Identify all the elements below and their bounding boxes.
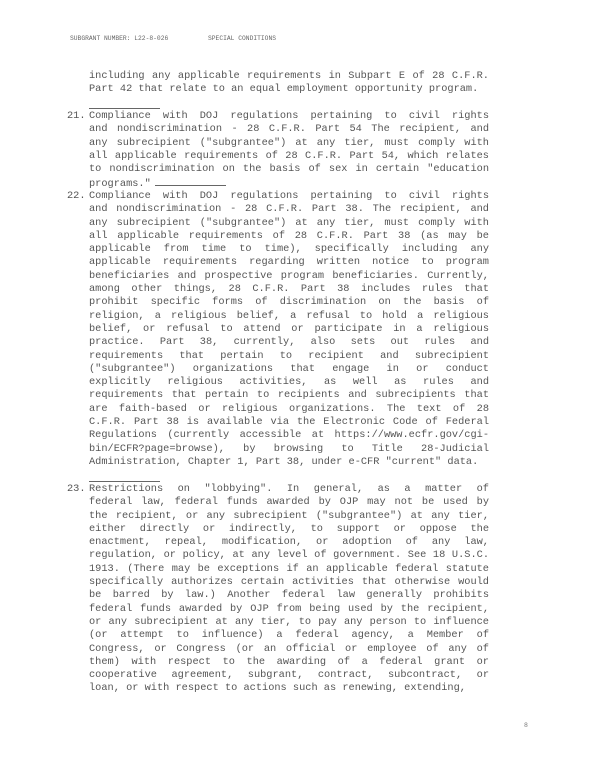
line-text: beneficiaries and prospective program beneficiaries. Currently, — [89, 269, 489, 282]
condition-22 — [67, 190, 489, 469]
line-text: specifically authorizes certain activities that otherwise would — [89, 576, 489, 589]
line-text: all applicable requirements of 28 C.F.R. Part 54, which relates — [89, 149, 489, 162]
line-text: enactment, repeal, modification, or adoption of any law, — [89, 536, 489, 549]
text-line — [89, 576, 489, 589]
line-text: federal law, federal funds awarded by OJP may not be used by — [89, 496, 489, 509]
text-line — [89, 643, 489, 656]
text-line — [89, 483, 489, 496]
signature-line — [89, 481, 160, 482]
line-text: all applicable requirements of 28 C.F.R. Part 38 (as may be — [89, 229, 489, 242]
condition-23 — [67, 483, 489, 696]
line-text: Administration, Chapter 1, Part 38, under e-CFR "current" data. — [89, 455, 479, 468]
line-text: Compliance with DOJ regulations pertaining to civil rights — [89, 110, 489, 122]
line-text: Restrictions on "lobbying". In general, as a matter of — [89, 483, 489, 495]
text-line — [89, 523, 489, 536]
text-line — [89, 510, 489, 523]
text-line — [89, 616, 489, 629]
text-line — [89, 429, 489, 442]
line-text: bin/ECFR?page=browse), by browsing to Title 28-Judicial — [89, 442, 489, 455]
signature-line — [155, 176, 226, 186]
line-text: including any applicable requirements in Subpart E of 28 C.F.R. — [89, 70, 489, 82]
condition-21 — [67, 110, 489, 191]
line-text: among other things, 28 C.F.R. Part 38 includes rules that — [89, 283, 489, 296]
line-text: applicable from time to time), specifically including any — [89, 243, 489, 256]
subgrant-number: SUBGRANT NUMBER: L22-8-026 — [70, 35, 169, 42]
line-text: and nondiscrimination - 28 C.F.R. Part 38. The recipient, and — [89, 203, 489, 216]
line-text: are faith-based or religious organizations. The text of 28 — [89, 402, 489, 415]
line-text: requirements that pertain to recipients and subrecipients that — [89, 389, 489, 402]
line-text: (or attempt to influence) a federal agency, a Member of — [89, 629, 489, 642]
text-line — [89, 217, 489, 230]
line-text: 1913. (There may be exceptions if an applicable federal statute — [89, 562, 489, 575]
line-text: any subrecipient ("subgrantee") at any tier, must comply with — [89, 216, 489, 229]
text-line — [89, 203, 489, 216]
text-line — [89, 656, 489, 669]
line-text: Part 42 that relate to an equal employment opportunity program. — [89, 83, 479, 96]
continuation-paragraph — [89, 70, 489, 97]
text-line — [89, 416, 489, 429]
text-line — [89, 190, 489, 203]
line-text: federal funds awarded by OJP from being used by the recipient, — [89, 602, 489, 615]
text-line — [89, 163, 489, 176]
line-text: applicable requirements regarding written notice to program — [89, 256, 489, 269]
text-line — [89, 443, 489, 456]
line-text: them) with respect to the awarding of a federal grant or — [89, 655, 489, 668]
line-text: requirements that pertain to recipient and subrecipient — [89, 349, 489, 362]
text-line — [89, 123, 489, 136]
condition-number: 21. — [67, 110, 86, 122]
text-line — [89, 389, 489, 402]
text-line — [89, 350, 489, 363]
text-line — [89, 137, 489, 150]
text-line — [89, 456, 489, 469]
page-header — [70, 35, 277, 56]
line-text: C.F.R. Part 38 is available via the Electronic Code of Federal — [89, 416, 489, 429]
text-line — [89, 403, 489, 416]
line-text: and nondiscrimination - 28 C.F.R. Part 54 The recipient, and — [89, 123, 489, 136]
condition-number: 22. — [67, 190, 86, 202]
line-text: programs." — [89, 178, 151, 191]
text-line — [89, 536, 489, 549]
line-text: any subrecipient ("subgrantee") at any tier, must comply with — [89, 136, 489, 149]
section-title: SPECIAL CONDITIONS — [208, 35, 277, 42]
condition-number: 23. — [67, 483, 86, 495]
line-text: Regulations (currently accessible at https://www.ecfr.gov/cgi- — [89, 429, 489, 442]
line-text: prohibit specific forms of discrimination on the basis of — [89, 296, 489, 309]
line-text: practice. Part 38, currently, also sets out rules and — [89, 336, 489, 349]
line-text: belief, or refusal to attend or participate in a religious — [89, 322, 489, 335]
text-line — [89, 283, 489, 296]
text-line — [89, 296, 489, 309]
signature-line — [89, 108, 160, 109]
text-line — [89, 589, 489, 602]
text-line — [89, 176, 489, 189]
text-line — [89, 310, 489, 323]
text-line — [89, 230, 489, 243]
line-text: ("subgrantee") organizations that engage in or conduct — [89, 362, 489, 375]
line-text: be barred by law.) Another federal law generally prohibits — [89, 589, 489, 602]
text-line — [89, 110, 489, 123]
text-line — [89, 150, 489, 163]
line-text: either directly or indirectly, to support or oppose the — [89, 522, 489, 535]
line-text: Congress, or Congress (or an official or employee of any of — [89, 642, 489, 655]
text-line — [89, 603, 489, 616]
text-line — [89, 363, 489, 376]
text-line — [89, 70, 489, 83]
text-line — [89, 682, 489, 695]
text-line — [89, 629, 489, 642]
text-line — [89, 256, 489, 269]
text-line — [89, 243, 489, 256]
text-line — [89, 376, 489, 389]
page-number: 8 — [524, 722, 528, 729]
text-line — [89, 270, 489, 283]
line-text: loan, or with respect to actions such as renewing, extending, — [89, 682, 466, 695]
line-text: regulation, or policy, at any level of government. See 18 U.S.C. — [89, 549, 489, 562]
line-text: or any subrecipient at any tier, to pay any person to influence — [89, 615, 489, 628]
text-line — [89, 83, 489, 96]
text-line — [89, 563, 489, 576]
text-line — [89, 549, 489, 562]
line-text: the recipient, or any subrecipient ("subgrantee") at any tier, — [89, 509, 489, 522]
line-text: cooperative agreement, subgrant, contract, subcontract, or — [89, 669, 489, 682]
text-line — [89, 323, 489, 336]
line-text: religion, a religious belief, a refusal to hold a religious — [89, 309, 489, 322]
text-line — [89, 669, 489, 682]
line-text: to nondiscrimination on the basis of sex in certain "education — [89, 163, 489, 176]
line-text: Compliance with DOJ regulations pertaining to civil rights — [89, 190, 489, 202]
text-line — [89, 336, 489, 349]
line-text: explicitly religious activities, as well as rules and — [89, 376, 489, 389]
text-line — [89, 496, 489, 509]
